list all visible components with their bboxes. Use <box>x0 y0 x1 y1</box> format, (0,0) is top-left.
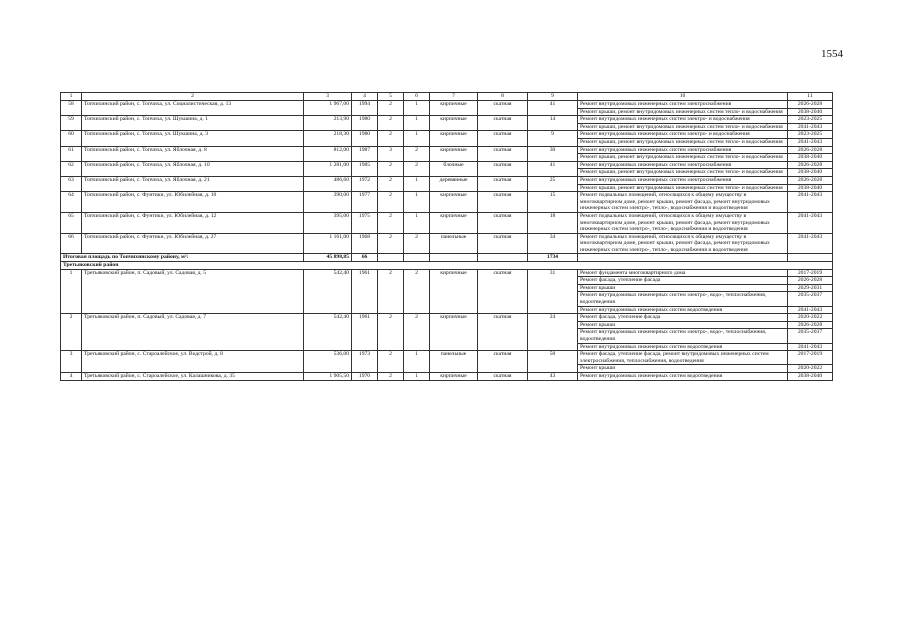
entrances-cell: 1 <box>404 131 430 146</box>
period-cell: 2041-2043 <box>788 233 833 254</box>
entrances-cell: 2 <box>404 161 430 176</box>
roof-cell: скатная <box>478 116 528 131</box>
period-cell: 2026-2028 <box>788 277 833 285</box>
empty-cell <box>430 254 478 262</box>
roof-cell: скатная <box>478 269 528 314</box>
row-number: 60 <box>61 131 82 146</box>
count-cell: 9 <box>528 131 578 146</box>
works-cell: Ремонт крыши, ремонт внутридомовых инженерных систем тепло- и водоснабжения <box>578 184 788 192</box>
area-cell: 812,00 <box>304 146 352 161</box>
area-cell: 536,00 <box>304 351 352 373</box>
roof-cell: скатная <box>478 351 528 373</box>
entrances-cell: 1 <box>404 212 430 233</box>
count-cell: 41 <box>528 161 578 176</box>
works-cell: Ремонт фундамента многоквартирного дома <box>578 269 788 277</box>
period-cell: 2023-2025 <box>788 131 833 139</box>
floors-cell: 2 <box>378 314 404 351</box>
row-number: 65 <box>61 212 82 233</box>
works-cell: Ремонт подвальных помещений, относящихся к общему имуществу в многоквартирном доме, ремонт крыши, ремонт фасада, ремонт внутридомовых инженерных систем электро-, тепло-, водоснабжения и водоотведения <box>578 212 788 233</box>
walls-cell: кирпичные <box>430 192 478 213</box>
area-cell: 390,00 <box>304 192 352 213</box>
column-number: 8 <box>478 93 528 101</box>
period-cell: 2035-2037 <box>788 329 833 343</box>
total-row <box>61 254 833 262</box>
period-cell: 2029-2031 <box>788 284 833 292</box>
row-number: 4 <box>61 372 82 380</box>
works-cell: Ремонт крыши, ремонт внутридомовых инженерных систем тепло- и водоснабжения <box>578 169 788 177</box>
period-cell: 2041-2043 <box>788 192 833 213</box>
area-cell: 1 281,00 <box>304 161 352 176</box>
table-row <box>61 269 833 277</box>
area-cell: 1 967,00 <box>304 101 352 116</box>
floors-cell: 2 <box>378 101 404 116</box>
roof-cell: скатная <box>478 176 528 191</box>
entrances-cell: 1 <box>404 101 430 116</box>
column-number: 10 <box>578 93 788 101</box>
table-row <box>61 131 833 139</box>
count-cell: 24 <box>528 314 578 351</box>
address-cell: Третьяковский район, п. Садовый, ул. Садовая, д. 7 <box>82 314 304 351</box>
empty-cell <box>788 254 833 262</box>
address-cell: Третьяковский район, с. Староалейское, ул. Калашникова, д. 35 <box>82 372 304 380</box>
works-cell: Ремонт крыши <box>578 365 788 373</box>
table-row <box>61 101 833 109</box>
works-cell: Ремонт внутридомовых инженерных систем электроснабжения <box>578 161 788 169</box>
works-cell: Ремонт внутридомовых инженерных систем водоотведения <box>578 343 788 351</box>
year-cell: 1980 <box>352 131 378 146</box>
floors-cell: 2 <box>378 233 404 254</box>
roof-cell: скатная <box>478 131 528 146</box>
entrances-cell: 1 <box>404 116 430 131</box>
address-cell: Топчихинский район, с. Топчиха, ул. Яблочная, д. 21 <box>82 176 304 191</box>
column-number: 6 <box>404 93 430 101</box>
address-cell: Топчихинский район, с. Фунтики, ул. Юбилейная, д. 12 <box>82 212 304 233</box>
period-cell: 2041-2043 <box>788 212 833 233</box>
works-cell: Ремонт внутридомовых инженерных систем электроснабжения <box>578 101 788 109</box>
works-cell: Ремонт внутридомовых инженерных систем водоотведения <box>578 372 788 380</box>
row-number: 64 <box>61 192 82 213</box>
area-cell: 1 905,50 <box>304 372 352 380</box>
column-number-row <box>61 93 833 101</box>
works-cell: Ремонт фасада, утепление фасада, ремонт внутридомовых инженерных систем электроснабжения, теплоснабжения, водоотведения <box>578 351 788 365</box>
year-cell: 1961 <box>352 314 378 351</box>
roof-cell: скатная <box>478 146 528 161</box>
count-cell: 41 <box>528 101 578 116</box>
table-row <box>61 212 833 233</box>
total-label: Итоговая площадь по Топчихинскому району, м²: <box>61 254 304 262</box>
entrances-cell: 2 <box>404 269 430 314</box>
works-cell: Ремонт крыши <box>578 284 788 292</box>
period-cell: 2026-2028 <box>788 101 833 109</box>
period-cell: 2026-2028 <box>788 176 833 184</box>
district-title: Третьяковский район <box>61 262 833 270</box>
roof-cell: скатная <box>478 212 528 233</box>
year-cell: 1961 <box>352 269 378 314</box>
period-cell: 2041-2043 <box>788 306 833 314</box>
roof-cell: скатная <box>478 372 528 380</box>
floors-cell: 2 <box>378 161 404 176</box>
year-cell: 1973 <box>352 351 378 373</box>
address-cell: Топчихинский район, с. Топчиха, ул. Яблочная, д. 10 <box>82 161 304 176</box>
count-cell: 43 <box>528 372 578 380</box>
period-cell: 2035-2037 <box>788 292 833 306</box>
works-cell: Ремонт внутридомовых инженерных систем водоотведения <box>578 306 788 314</box>
works-cell: Ремонт крыши <box>578 321 788 329</box>
table-row <box>61 314 833 322</box>
row-number: 61 <box>61 146 82 161</box>
area-cell: 486,60 <box>304 176 352 191</box>
floors-cell: 2 <box>378 372 404 380</box>
row-number: 59 <box>61 116 82 131</box>
works-cell: Ремонт подвальных помещений, относящихся к общему имуществу в многоквартирном доме, ремонт крыши, ремонт фасада, ремонт внутридомовых инженерных систем электро-, тепло-, водоснабжения и водоотведения <box>578 233 788 254</box>
row-number: 58 <box>61 101 82 116</box>
district-row <box>61 262 833 270</box>
column-number: 4 <box>352 93 378 101</box>
column-number: 1 <box>61 93 82 101</box>
column-number: 2 <box>82 93 304 101</box>
address-cell: Топчихинский район, с. Топчиха, ул. Яблочная, д. 8 <box>82 146 304 161</box>
column-number: 7 <box>430 93 478 101</box>
entrances-cell: 1 <box>404 372 430 380</box>
walls-cell: кирпичные <box>430 131 478 146</box>
row-number: 62 <box>61 161 82 176</box>
table-row <box>61 116 833 124</box>
works-cell: Ремонт внутридомовых инженерных систем электро- и водоснабжения <box>578 131 788 139</box>
row-number: 63 <box>61 176 82 191</box>
period-cell: 2020-2022 <box>788 365 833 373</box>
count-cell: 14 <box>528 116 578 131</box>
works-cell: Ремонт внутридомовых инженерных систем электро- и водоснабжения <box>578 116 788 124</box>
area-cell: 542,40 <box>304 314 352 351</box>
area-cell: 542,40 <box>304 269 352 314</box>
period-cell: 2017-2019 <box>788 351 833 365</box>
table-row <box>61 161 833 169</box>
column-number: 11 <box>788 93 833 101</box>
table-row <box>61 351 833 365</box>
count-cell: 15 <box>528 192 578 213</box>
works-cell: Ремонт внутридомовых инженерных систем электроснабжения <box>578 176 788 184</box>
period-cell: 2038-2040 <box>788 169 833 177</box>
empty-cell <box>378 254 404 262</box>
period-cell: 2038-2040 <box>788 372 833 380</box>
address-cell: Третьяковский район, п. Садовый, ул. Садовая, д. 5 <box>82 269 304 314</box>
column-number: 3 <box>304 93 352 101</box>
period-cell: 2020-2022 <box>788 314 833 322</box>
walls-cell: кирпичные <box>430 146 478 161</box>
period-cell: 2038-2040 <box>788 184 833 192</box>
row-number: 2 <box>61 314 82 351</box>
total-area: 45 898,85 <box>304 254 352 262</box>
period-cell: 2041-2043 <box>788 123 833 131</box>
floors-cell: 2 <box>378 116 404 131</box>
walls-cell: кирпичные <box>430 101 478 116</box>
empty-cell <box>404 254 430 262</box>
floors-cell: 2 <box>378 351 404 373</box>
count-cell: 34 <box>528 233 578 254</box>
row-number: 66 <box>61 233 82 254</box>
roof-cell: скатная <box>478 314 528 351</box>
area-cell: 395,00 <box>304 212 352 233</box>
area-cell: 218,30 <box>304 131 352 146</box>
count-cell: 18 <box>528 212 578 233</box>
area-cell: 1 161,00 <box>304 233 352 254</box>
works-cell: Ремонт внутридомовых инженерных систем электро-, водо-, теплоснабжения, водоотведения <box>578 292 788 306</box>
floors-cell: 2 <box>378 176 404 191</box>
column-number: 9 <box>528 93 578 101</box>
entrances-cell: 1 <box>404 192 430 213</box>
floors-cell: 2 <box>378 192 404 213</box>
table-row <box>61 176 833 184</box>
empty-cell <box>578 254 788 262</box>
count-cell: 30 <box>528 146 578 161</box>
works-cell: Ремонт крыши, ремонт внутридомовых инженерных систем тепло- и водоснабжения <box>578 108 788 116</box>
works-cell: Ремонт подвальных помещений, относящихся к общему имуществу в многоквартирном доме, ремонт крыши, ремонт фасада, ремонт внутридомовых инженерных систем электро-, тепло-, водоснабжения и водоотведения <box>578 192 788 213</box>
roof-cell: скатная <box>478 161 528 176</box>
works-cell: Ремонт крыши, ремонт внутридомовых инженерных систем тепло- и водоснабжения <box>578 154 788 162</box>
address-cell: Топчихинский район, с. Топчиха, ул. Шукшина, д. 1 <box>82 116 304 131</box>
table-row <box>61 146 833 154</box>
floors-cell: 3 <box>378 146 404 161</box>
address-cell: Топчихинский район, с. Топчиха, ул. Шукшина, д. 3 <box>82 131 304 146</box>
period-cell: 2038-2040 <box>788 154 833 162</box>
year-cell: 1994 <box>352 101 378 116</box>
period-cell: 2023-2025 <box>788 116 833 124</box>
address-cell: Топчихинский район, с. Топчиха, ул. Социалистическая, д. 13 <box>82 101 304 116</box>
walls-cell: кирпичные <box>430 269 478 314</box>
works-cell: Ремонт крыши, ремонт внутридомовых инженерных систем тепло- и водоснабжения <box>578 123 788 131</box>
year-cell: 1972 <box>352 176 378 191</box>
year-cell: 1970 <box>352 372 378 380</box>
roof-cell: скатная <box>478 192 528 213</box>
period-cell: 2026-2028 <box>788 161 833 169</box>
period-cell: 2026-2028 <box>788 146 833 154</box>
entrances-cell: 1 <box>404 351 430 373</box>
period-cell: 2041-2043 <box>788 343 833 351</box>
table-row <box>61 233 833 254</box>
floors-cell: 2 <box>378 269 404 314</box>
empty-cell <box>478 254 528 262</box>
entrances-cell: 2 <box>404 233 430 254</box>
year-cell: 1980 <box>352 116 378 131</box>
works-cell: Ремонт внутридомовых инженерных систем электро-, водо-, теплоснабжения, водоотведения <box>578 329 788 343</box>
period-cell: 2026-2028 <box>788 321 833 329</box>
walls-cell: кирпичные <box>430 116 478 131</box>
table-row <box>61 192 833 213</box>
works-cell: Ремонт фасада, утепление фасада <box>578 314 788 322</box>
walls-cell: кирпичные <box>430 314 478 351</box>
period-cell: 2041-2043 <box>788 138 833 146</box>
total-count: 1734 <box>528 254 578 262</box>
column-number: 5 <box>378 93 404 101</box>
walls-cell: деревянные <box>430 176 478 191</box>
count-cell: 50 <box>528 351 578 373</box>
entrances-cell: 2 <box>404 314 430 351</box>
floors-cell: 2 <box>378 212 404 233</box>
walls-cell: блочные <box>430 161 478 176</box>
walls-cell: панельные <box>430 351 478 373</box>
works-cell: Ремонт внутридомовых инженерных систем электроснабжения <box>578 146 788 154</box>
address-cell: Топчихинский район, с. Фунтики, ул. Юбилейная, д. 10 <box>82 192 304 213</box>
walls-cell: кирпичные <box>430 372 478 380</box>
period-cell: 2017-2019 <box>788 269 833 277</box>
period-cell: 2038-2040 <box>788 108 833 116</box>
row-number: 1 <box>61 269 82 314</box>
address-cell: Третьяковский район, с. Староалейское, ул. Водстрой, д. 8 <box>82 351 304 373</box>
address-cell: Топчихинский район, с. Фунтики, ул. Юбилейная, д. 27 <box>82 233 304 254</box>
entrances-cell: 2 <box>404 146 430 161</box>
page-number: 1554 <box>821 48 843 60</box>
year-cell: 1968 <box>352 233 378 254</box>
floors-cell: 2 <box>378 131 404 146</box>
walls-cell: панельные <box>430 233 478 254</box>
roof-cell: скатная <box>478 233 528 254</box>
entrances-cell: 1 <box>404 176 430 191</box>
year-cell: 1975 <box>352 212 378 233</box>
total-floors: 66 <box>352 254 378 262</box>
table-row <box>61 372 833 380</box>
works-cell: Ремонт фасада, утепление фасада <box>578 277 788 285</box>
count-cell: 25 <box>528 176 578 191</box>
year-cell: 1977 <box>352 192 378 213</box>
year-cell: 1985 <box>352 161 378 176</box>
roof-cell: скатная <box>478 101 528 116</box>
count-cell: 31 <box>528 269 578 314</box>
works-cell: Ремонт крыши, ремонт внутридомовых инженерных систем тепло- и водоснабжения <box>578 138 788 146</box>
row-number: 3 <box>61 351 82 373</box>
year-cell: 1987 <box>352 146 378 161</box>
walls-cell: кирпичные <box>430 212 478 233</box>
housing-register-table <box>60 92 833 381</box>
area-cell: 213,90 <box>304 116 352 131</box>
